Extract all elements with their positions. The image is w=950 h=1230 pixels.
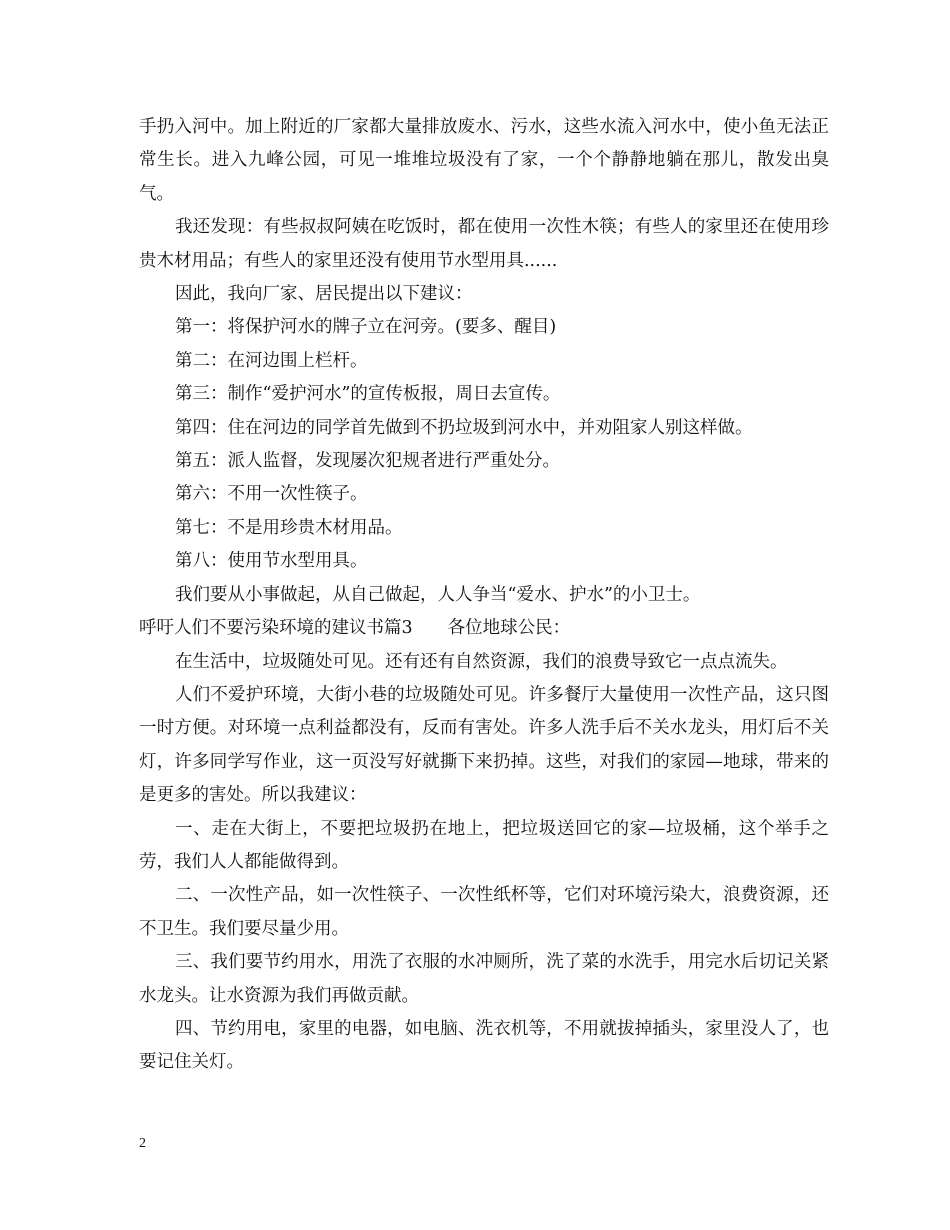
page-number: 2 — [139, 1136, 146, 1151]
list-item: 一、走在大街上，不要把垃圾扔在地上，把垃圾送回它的家—垃圾桶，这个举手之劳，我们人人都能做得到。 — [139, 818, 829, 872]
list-item: 第三：制作“爱护河水”的宣传板报，周日去宣传。 — [175, 384, 561, 405]
paragraph: 因此，我向厂家、居民提出以下建议： — [175, 284, 473, 305]
list-item: 第六：不用一次性筷子。 — [175, 484, 368, 505]
list-item: 第八：使用节水型用具。 — [175, 551, 368, 572]
paragraph: 在生活中，垃圾随处可见。还有还有自然资源，我们的浪费导致它一点点流失。 — [175, 651, 788, 672]
document-body — [139, 111, 829, 1080]
list-item: 第七：不是用珍贵木材用品。 — [175, 517, 403, 538]
list-item: 二、一次性产品，如一次性筷子、一次性纸杯等，它们对环境污染大，浪费资源，还不卫生。我们要尽量少用。 — [139, 885, 829, 939]
list-item: 第四：住在河边的同学首先做到不扔垃圾到河水中，并劝阻家人别这样做。 — [175, 417, 753, 438]
paragraph: 人们不爱护环境，大街小巷的垃圾随处可见。许多餐厅大量使用一次性产品，这只图一时方便。对环境一点利益都没有，反而有害处。许多人洗手后不关水龙头，用灯后不关灯，许多同学写作业，这一页没写好就撕下来扔掉。这些，对我们的家园—地球，带来的是更多的害处。所以我建议： — [139, 684, 829, 806]
list-item: 四、节约用电，家里的电器，如电脑、洗衣机等，不用就拔掉插头，家里没人了，也要记住关灯。 — [139, 1018, 829, 1073]
paragraph: 我还发现：有些叔叔阿姨在吃饭时，都在使用一次性木筷；有些人的家里还在使用珍贵木材用品；有些人的家里还没有使用节水型用具...... — [139, 217, 829, 271]
list-item: 三、我们要节约用水，用洗了衣服的水冲厕所，洗了菜的水洗手，用完水后切记关紧水龙头。让水资源为我们再做贡献。 — [139, 952, 829, 1006]
paragraph: 我们要从小事做起，从自己做起，人人争当“爱水、护水”的小卫士。 — [175, 584, 701, 605]
paragraph: 手扔入河中。加上附近的厂家都大量排放废水、污水，这些水流入河水中，使小鱼无法正常生长。进入九峰公园，可见一堆堆垃圾没有了家，一个个静静地躺在那儿，散发出臭气。 — [139, 117, 829, 204]
list-item: 第二：在河边围上栏杆。 — [175, 350, 368, 371]
list-item: 第五：派人监督，发现屡次犯规者进行严重处分。 — [175, 451, 560, 472]
section-heading: 呼吁人们不要污染环境的建议书篇3 各位地球公民： — [139, 618, 571, 639]
list-item: 第一：将保护河水的牌子立在河旁。(要多、醒目) — [175, 317, 557, 338]
